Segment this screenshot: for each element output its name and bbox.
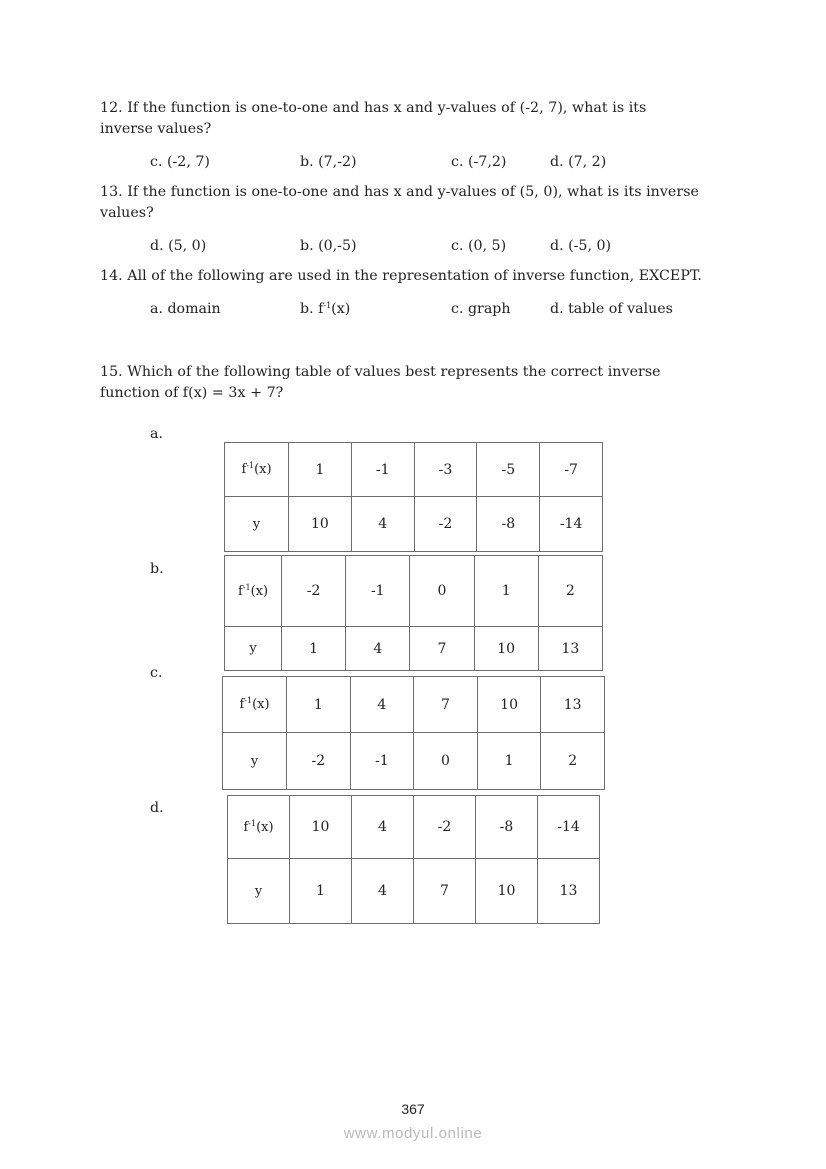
page-number: 367 <box>401 1101 425 1117</box>
table-cell: -8 <box>477 497 540 552</box>
table-option-b <box>224 555 603 671</box>
row-header-inverse: $f^{-1}(x)$ <box>228 796 290 859</box>
table-cell: 1 <box>287 677 351 733</box>
table-cell: 0 <box>410 556 474 627</box>
question-12 <box>100 98 740 140</box>
table-cell: 1 <box>474 556 538 627</box>
q12-choice-4: d. (7, 2) <box>550 154 607 170</box>
table-cell: 10 <box>476 859 538 924</box>
row-header-inverse: $f^{-1}(x)$ <box>225 443 289 497</box>
q14-choice-2 <box>300 300 350 318</box>
table-row <box>225 497 603 552</box>
row-header-y: y <box>225 627 282 671</box>
table-row <box>225 443 603 497</box>
q12-choice-3: c. (-7,2) <box>451 154 507 170</box>
table-cell: 0 <box>414 733 478 790</box>
table-cell: 7 <box>414 859 476 924</box>
table-cell: -1 <box>351 443 414 497</box>
table-cell: 1 <box>290 859 352 924</box>
table-cell: -1 <box>350 733 414 790</box>
option-c-label: c. <box>150 665 163 681</box>
q13-choice-4: d. (-5, 0) <box>550 238 612 254</box>
table-cell: -2 <box>414 497 477 552</box>
table-option-d <box>227 795 600 924</box>
q12-choice-2: b. (7,-2) <box>300 154 357 170</box>
table-cell: -14 <box>540 497 603 552</box>
q14-choice-4: d. table of values <box>550 301 673 317</box>
table-cell: 10 <box>290 796 352 859</box>
table-cell: 7 <box>414 677 478 733</box>
table-cell: 1 <box>282 627 346 671</box>
table-option-a <box>224 442 603 552</box>
table-row <box>228 796 600 859</box>
row-header-y: y <box>223 733 287 790</box>
table-cell: 10 <box>477 677 541 733</box>
table-cell: 13 <box>538 627 602 671</box>
q14-choice-2-prefix: b. f <box>300 301 324 317</box>
q14-choice-3: c. graph <box>451 301 511 317</box>
question-15-text-line2: function of f(x) = 3x + 7? <box>100 385 284 401</box>
table-cell: 4 <box>352 859 414 924</box>
table-option-c <box>222 676 605 790</box>
option-b-label: b. <box>150 561 164 577</box>
question-15 <box>100 362 740 404</box>
question-13 <box>100 182 740 224</box>
table-cell: 7 <box>410 627 474 671</box>
question-12-text-line1: 12. If the function is one-to-one and has x and y-values of (-2, 7), what is its <box>100 100 647 116</box>
q14-choice-2-suffix: (x) <box>331 301 351 317</box>
table-cell: -8 <box>476 796 538 859</box>
question-13-text-line1: 13. If the function is one-to-one and has x and y-values of (5, 0), what is its inverse <box>100 184 699 200</box>
q12-choice-1: c. (-2, 7) <box>150 154 210 170</box>
option-d-label: d. <box>150 800 164 816</box>
row-header-y: y <box>225 497 289 552</box>
table-cell: -14 <box>538 796 600 859</box>
table-cell: -7 <box>540 443 603 497</box>
inverse-superscript: -1 <box>323 301 332 310</box>
table-cell: -1 <box>346 556 410 627</box>
table-cell: 4 <box>352 796 414 859</box>
table-row <box>225 556 603 627</box>
question-14-text-line1: 14. All of the following are used in the representation of inverse function, EXCEPT. <box>100 268 702 284</box>
row-header-inverse: $f^{-1}(x)$ <box>225 556 282 627</box>
table-cell: 1 <box>477 733 541 790</box>
table-row <box>228 859 600 924</box>
table-cell: 4 <box>350 677 414 733</box>
watermark: www.modyul.online <box>343 1125 483 1142</box>
table-cell: 10 <box>474 627 538 671</box>
row-header-y: y <box>228 859 290 924</box>
q13-choice-2: b. (0,-5) <box>300 238 357 254</box>
table-cell: 13 <box>541 677 605 733</box>
question-13-text-line2: values? <box>100 205 154 221</box>
table-cell: 13 <box>538 859 600 924</box>
table-cell: -2 <box>287 733 351 790</box>
table-cell: -3 <box>414 443 477 497</box>
table-cell: -2 <box>282 556 346 627</box>
row-header-inverse: $f^{-1}(x)$ <box>223 677 287 733</box>
table-cell: 2 <box>538 556 602 627</box>
table-cell: -5 <box>477 443 540 497</box>
table-row <box>225 627 603 671</box>
q14-choice-1: a. domain <box>150 301 221 317</box>
q13-choice-1: d. (5, 0) <box>150 238 207 254</box>
table-cell: -2 <box>414 796 476 859</box>
table-row <box>223 733 605 790</box>
option-a-label: a. <box>150 426 163 442</box>
question-12-text-line2: inverse values? <box>100 121 212 137</box>
question-15-text-line1: 15. Which of the following table of values best represents the correct inverse <box>100 364 661 380</box>
table-cell: 4 <box>346 627 410 671</box>
question-14 <box>100 266 740 287</box>
table-cell: 4 <box>351 497 414 552</box>
table-cell: 2 <box>541 733 605 790</box>
table-cell: 1 <box>289 443 352 497</box>
table-row <box>223 677 605 733</box>
q13-choice-3: c. (0, 5) <box>451 238 507 254</box>
table-cell: 10 <box>289 497 352 552</box>
